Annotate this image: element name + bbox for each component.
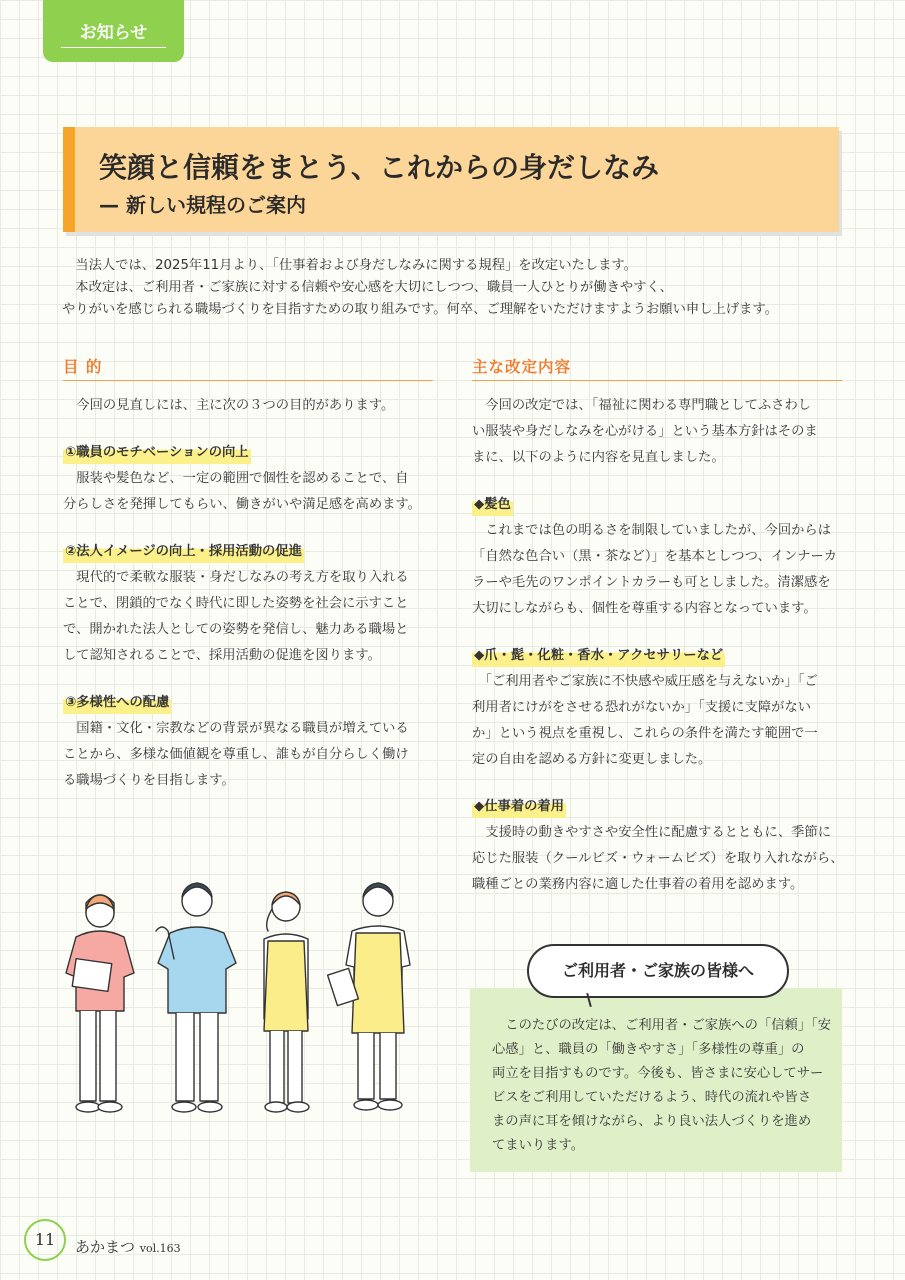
message-line: ビスをご利用していただけるよう、時代の流れや皆さ	[492, 1090, 812, 1105]
change-item-line: 定の自由を認める方針に変更しました。	[472, 752, 712, 767]
change-item-title: ◆仕事着の着用	[472, 796, 566, 818]
purpose-item-title: ①職員のモチベーションの向上	[63, 442, 251, 464]
purpose-item-line: で、開かれた法人としての姿勢を発信し、魅力ある職場と	[63, 622, 409, 637]
page-number: 11	[24, 1219, 66, 1261]
category-tag-underline	[61, 47, 166, 48]
changes-heading: 主な改定内容	[472, 356, 842, 381]
changes-lead-line: い服装や身だしなみを心がける」という基本方針はそのま	[472, 424, 818, 439]
purpose-column	[63, 356, 433, 794]
purpose-item-line: ことから、多様な価値観を尊重し、誰もが自分らしく働け	[63, 747, 409, 762]
message-line: まの声に耳を傾けながら、より良い法人づくりを進め	[492, 1114, 812, 1129]
purpose-item-title: ②法人イメージの向上・採用活動の促進	[63, 541, 304, 563]
purpose-item-line: して認知されることで、採用活動の促進を図ります。	[63, 648, 381, 663]
changes-column	[472, 356, 842, 898]
magazine-volume: vol.163	[139, 1242, 181, 1255]
page-subtitle: — 新しい規程のご案内	[99, 193, 306, 217]
change-item-line: 「ご利用者やご家族に不快感や威圧感を与えないか」「ご	[472, 674, 818, 689]
intro-line: 当法人では、2025年11月より、「仕事着および身だしなみに関する規程」を改定いたします。	[62, 258, 637, 273]
category-tag	[43, 0, 184, 62]
message-heading-bubble: ご利用者・ご家族の皆様へ	[527, 944, 789, 998]
title-accent-bar	[63, 127, 75, 232]
changes-lead-line: 今回の改定では、「福祉に関わる専門職としてふさわし	[472, 398, 812, 413]
purpose-item-line: る職場づくりを目指します。	[63, 773, 235, 788]
message-text	[492, 1014, 831, 1158]
intro-text	[62, 255, 852, 321]
staff-figure-yellow-apron-clipboard-icon	[328, 883, 410, 1110]
change-item-line: 応じた服装（クールビズ・ウォームビズ）を取り入れながら、	[472, 851, 844, 866]
category-tag-label: お知らせ	[79, 23, 148, 43]
purpose-heading: 目 的	[63, 356, 433, 381]
purpose-item-line: 現代的で柔軟な服装・身だしなみの考え方を取り入れる	[63, 570, 409, 585]
change-item-title: ◆髪色	[472, 494, 513, 516]
change-item-line: 利用者にけがをさせる恐れがないか」「支援に支障がない	[472, 700, 812, 715]
staff-illustration	[60, 875, 420, 1125]
page-title: 笑顔と信頼をまとう、これからの身だしなみ	[99, 151, 660, 184]
intro-line: やりがいを感じられる職場づくりを目指すための取り組みです。何卒、ご理解をいただけますようお願い申し上げます。	[62, 302, 778, 317]
changes-lead-line: まに、以下のように内容を見直しました。	[472, 450, 725, 465]
staff-figure-blue-icon	[156, 883, 236, 1112]
change-item-line: ラーや毛先のワンポイントカラーも可としました。清潔感を	[472, 575, 831, 590]
message-line: 心感」と、職員の「働きやすさ」「多様性の尊重」の	[492, 1042, 805, 1057]
change-item-line: これまでは色の明るさを制限していましたが、今回からは	[472, 523, 832, 538]
change-item-line: 「自然な色合い（黒・茶など）」を基本としつつ、インナーカ	[472, 549, 837, 564]
purpose-item-line: 国籍・文化・宗教などの背景が異なる職員が増えている	[63, 721, 409, 736]
purpose-item-line: ことで、閉鎖的でなく時代に即した姿勢を社会に示すこと	[63, 596, 409, 611]
staff-figure-yellow-apron-icon	[264, 892, 309, 1112]
purpose-lead: 今回の見直しには、主に次の３つの目的があります。	[63, 398, 395, 413]
change-item-line: か」という視点を重視し、これらの条件を満たす範囲で一	[472, 726, 818, 741]
message-box	[470, 988, 842, 1172]
change-item-title: ◆爪・髭・化粧・香水・アクセサリーなど	[472, 645, 725, 667]
purpose-item-title: ③多様性への配慮	[63, 692, 171, 714]
message-line: 両立を目指すものです。今後も、皆さまに安心してサー	[492, 1066, 824, 1081]
magazine-title: あかまつ	[75, 1238, 136, 1256]
magazine-name	[75, 1236, 181, 1257]
change-item-line: 支援時の動きやすさや安全性に配慮するとともに、季節に	[472, 825, 832, 840]
change-item-line: 大切にしながらも、個性を尊重する内容となっています。	[472, 601, 817, 616]
purpose-item-line: 服装や髪色など、一定の範囲で個性を認めることで、自	[63, 471, 409, 486]
intro-line: 本改定は、ご利用者・ご家族に対する信頼や安心感を大切にしつつ、職員一人ひとりが働きやすく、	[62, 280, 673, 295]
title-box	[63, 127, 839, 232]
purpose-item-line: 分らしさを発揮してもらい、働きがいや満足感を高めます。	[63, 497, 421, 512]
change-item-line: 職種ごとの業務内容に適した仕事着の着用を認めます。	[472, 877, 804, 892]
message-line: てまいります。	[492, 1138, 585, 1153]
staff-figure-pink-icon	[66, 895, 134, 1112]
message-line: このたびの改定は、ご利用者・ご家族への「信頼」「安	[492, 1018, 832, 1033]
